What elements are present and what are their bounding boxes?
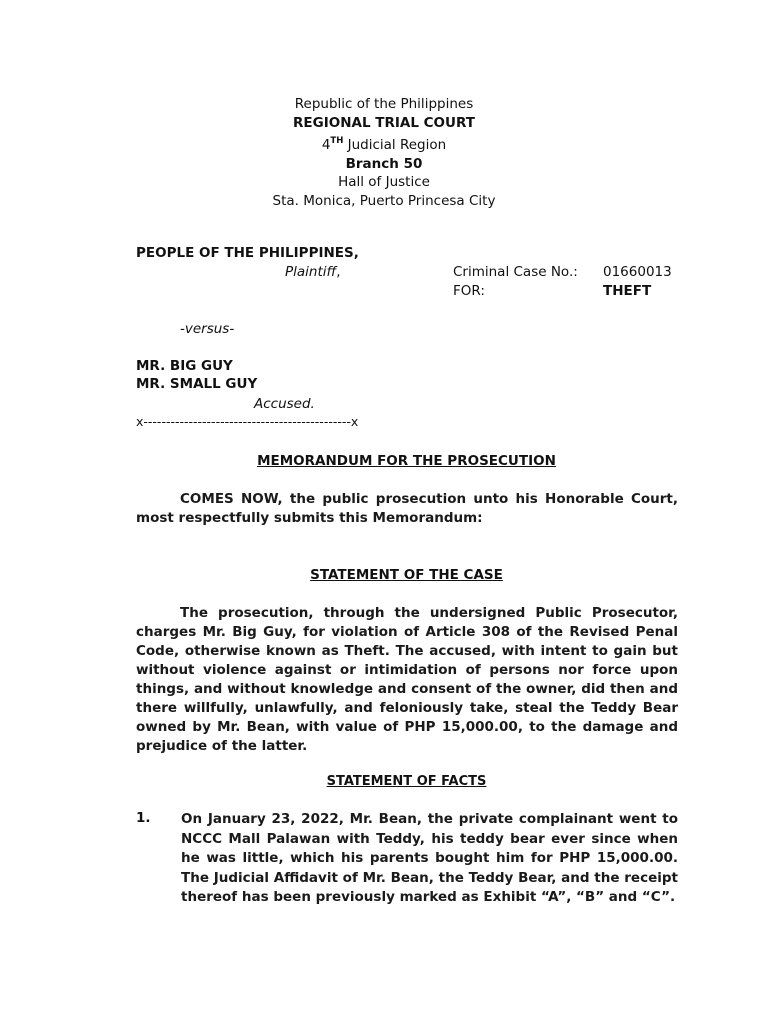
header-location: Sta. Monica, Puerto Princesa City xyxy=(272,192,496,209)
accused-2: MR. SMALL GUY xyxy=(136,376,258,392)
header-branch: Branch 50 xyxy=(345,155,423,172)
versus-label: -versus- xyxy=(180,321,235,337)
header-region-suffix: TH xyxy=(330,136,344,147)
offense-label: FOR: xyxy=(453,283,485,299)
plaintiff-role: Plaintiff xyxy=(285,264,337,280)
case-number-label: Criminal Case No.: xyxy=(453,264,578,280)
plaintiff-role-comma: , xyxy=(336,264,341,280)
statement-of-facts-heading-text: STATEMENT OF FACTS xyxy=(326,774,487,789)
header-republic: Republic of the Philippines xyxy=(294,96,474,112)
memorandum-title-text: MEMORANDUM FOR THE PROSECUTION xyxy=(257,453,556,469)
header-region xyxy=(0,132,768,155)
plaintiff-name: PEOPLE OF THE PHILIPPINES, xyxy=(136,245,359,261)
header-region-label: Judicial Region xyxy=(343,137,447,154)
header-court: REGIONAL TRIAL COURT xyxy=(293,114,475,131)
court-header xyxy=(0,95,768,211)
intro-paragraph xyxy=(136,490,678,528)
fact-text: On January 23, 2022, Mr. Bean, the private complainant went to NCCC Mall Palawan with Teddy, his teddy bear ever since when he was little, which his parents bought him for PHP 15,000.00. The Judicial Affidavit of Mr. Bean, the Teddy Bear, and the receipt thereof has been previously marked as Exhibit “A”, “B” and “C”. xyxy=(181,811,678,905)
plaintiff-role-line xyxy=(285,264,341,280)
accused-1: MR. BIG GUY xyxy=(136,358,233,374)
statement-of-facts-heading xyxy=(0,774,768,789)
statement-of-case-heading-text: STATEMENT OF THE CASE xyxy=(310,567,503,583)
statement-of-case-paragraph xyxy=(136,604,678,756)
header-hall: Hall of Justice xyxy=(338,174,430,191)
fact-number: 1. xyxy=(136,810,151,826)
caption-separator: x----------------------------------------------x xyxy=(136,414,359,429)
statement-of-case-text: The prosecution, through the undersigned Public Prosecutor, charges Mr. Big Guy, for violation of Article 308 of the Revised Penal Code, otherwise known as Theft. The accused, with intent to gain but without violence against or intimidation of persons nor force upon things, and without knowledge and consent of the owner, did then and there willfully, unlawfully, and feloniously take, steal the Teddy Bear owned by Mr. Bean, with value of PHP 15,000.00, to the damage and prejudice of the latter. xyxy=(136,605,678,754)
statement-of-case-heading xyxy=(0,567,768,583)
case-number-value: 01660013 xyxy=(603,264,672,280)
memorandum-title xyxy=(0,453,768,469)
offense-value: THEFT xyxy=(603,283,652,299)
intro-text: COMES NOW, the public prosecution unto his Honorable Court, most respectfully submits this Memorandum: xyxy=(136,491,678,526)
accused-role: Accused. xyxy=(254,396,315,412)
header-region-number: 4 xyxy=(321,137,331,154)
